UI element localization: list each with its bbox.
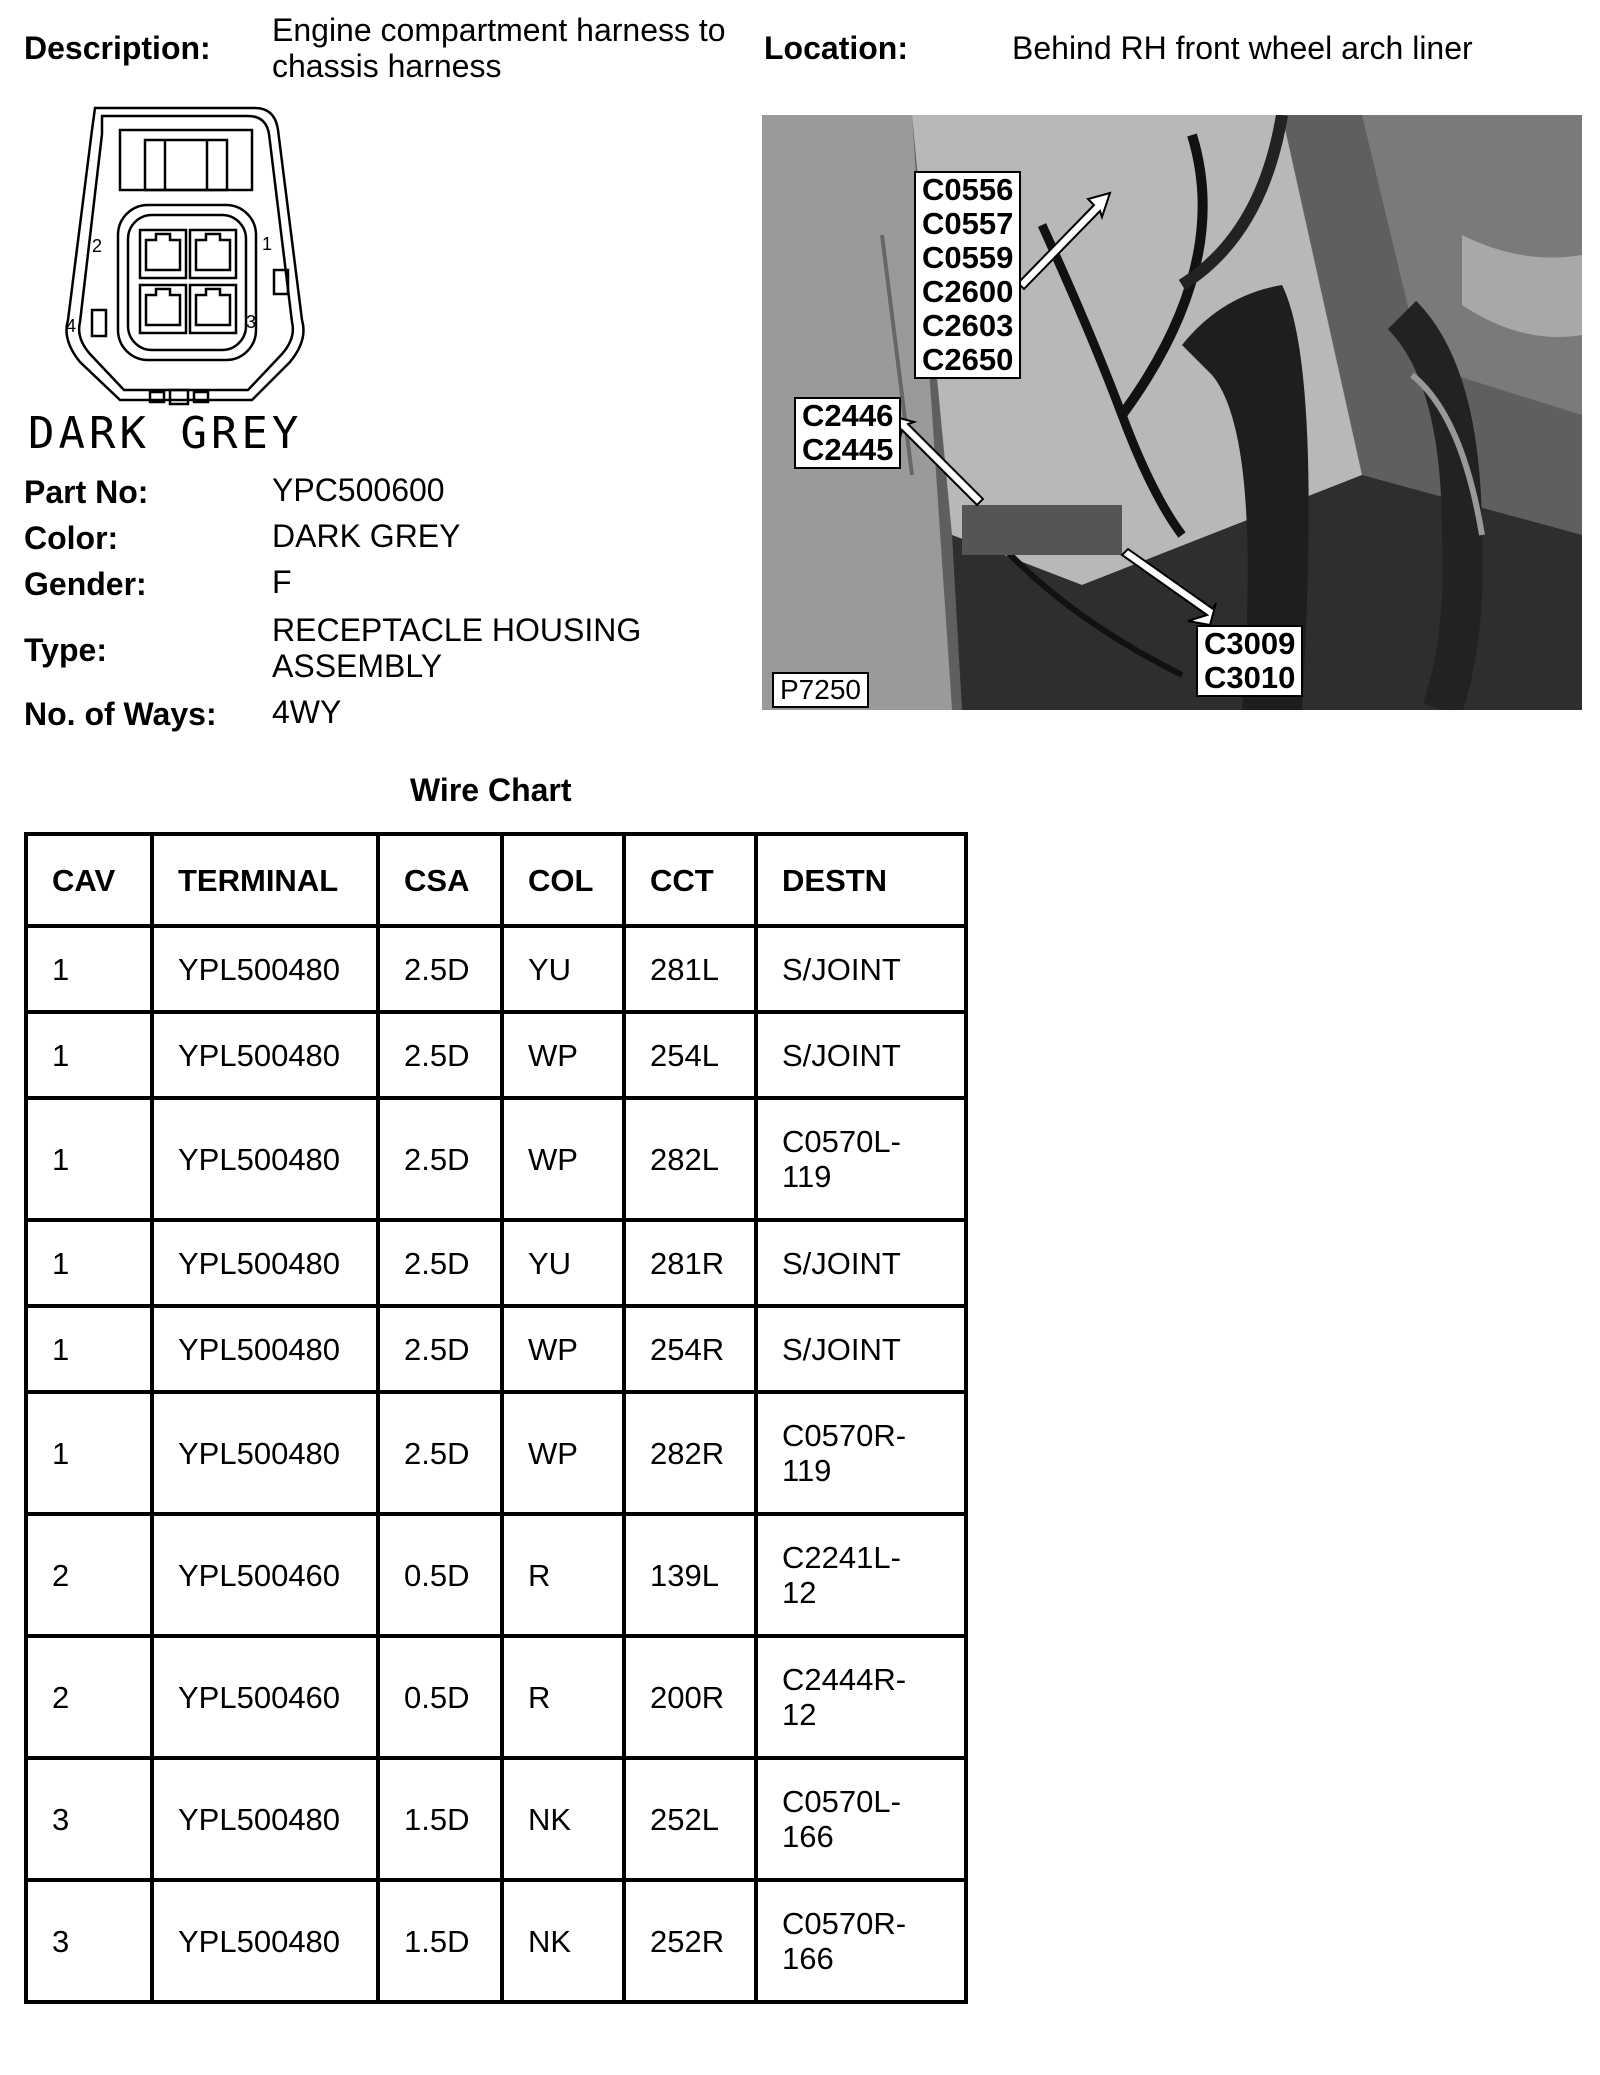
cell-destn bbox=[756, 1758, 966, 1880]
cell-destn bbox=[756, 1636, 966, 1758]
table-row bbox=[26, 1758, 966, 1880]
header-csa: CSA bbox=[378, 834, 502, 926]
cell-col: YU bbox=[502, 1220, 624, 1306]
cell-cav: 3 bbox=[26, 1880, 152, 2002]
destn-line-1: C0570R- bbox=[782, 1906, 907, 1941]
table-row bbox=[26, 1220, 966, 1306]
wire-chart-title: Wire Chart bbox=[410, 772, 572, 808]
cell-cct: 254L bbox=[624, 1012, 756, 1098]
cavity-number-4: 4 bbox=[66, 316, 77, 336]
cell-csa: 1.5D bbox=[378, 1758, 502, 1880]
cell-terminal: YPL500480 bbox=[152, 1220, 378, 1306]
wire-chart-body bbox=[26, 926, 966, 2002]
color-label: Color: bbox=[24, 520, 119, 556]
location-value: Behind RH front wheel arch liner bbox=[1012, 30, 1473, 66]
cell-destn bbox=[756, 1220, 966, 1306]
destn-line-1: S/JOINT bbox=[782, 1331, 901, 1367]
destn-line-1: C2241L- bbox=[782, 1540, 901, 1575]
cell-terminal: YPL500480 bbox=[152, 1306, 378, 1392]
destn-line-1: S/JOINT bbox=[782, 1037, 901, 1073]
callout-label: C0556 bbox=[922, 172, 1014, 207]
destn-line-2: 119 bbox=[782, 1159, 832, 1194]
header-destn: DESTN bbox=[756, 834, 966, 926]
cell-cct: 254R bbox=[624, 1306, 756, 1392]
header-terminal: TERMINAL bbox=[152, 834, 378, 926]
type-line-1: RECEPTACLE HOUSING bbox=[272, 612, 642, 648]
color-value: DARK GREY bbox=[272, 518, 461, 554]
connector-drawing bbox=[40, 100, 330, 420]
header-col: COL bbox=[502, 834, 624, 926]
cell-cct: 282R bbox=[624, 1392, 756, 1514]
cell-cct: 252L bbox=[624, 1758, 756, 1880]
location-label: Location: bbox=[764, 30, 908, 66]
table-row bbox=[26, 1306, 966, 1392]
callout-label: C2445 bbox=[802, 432, 894, 467]
cell-terminal: YPL500480 bbox=[152, 1880, 378, 2002]
description-line-1: Engine compartment harness to bbox=[272, 12, 726, 48]
cell-terminal: YPL500480 bbox=[152, 1098, 378, 1220]
cell-col: R bbox=[502, 1514, 624, 1636]
cell-destn bbox=[756, 1306, 966, 1392]
destn-line-1: C0570L- bbox=[782, 1124, 901, 1159]
cavity-number-2: 2 bbox=[92, 236, 103, 256]
cell-cav: 2 bbox=[26, 1514, 152, 1636]
callout-left bbox=[794, 397, 901, 469]
table-row bbox=[26, 1098, 966, 1220]
callout-label: C0559 bbox=[922, 240, 1014, 275]
cavity-number-1: 1 bbox=[262, 234, 273, 254]
destn-line-1: C2444R- bbox=[782, 1662, 907, 1697]
table-header-row bbox=[26, 834, 966, 926]
destn-line-1: C0570L- bbox=[782, 1784, 901, 1819]
cell-terminal: YPL500480 bbox=[152, 1392, 378, 1514]
cell-destn bbox=[756, 1392, 966, 1514]
destn-line-2: 166 bbox=[782, 1941, 834, 1976]
cell-csa: 2.5D bbox=[378, 1392, 502, 1514]
cell-destn bbox=[756, 1880, 966, 2002]
description-label: Description: bbox=[24, 30, 211, 66]
description-line-2: chassis harness bbox=[272, 48, 502, 84]
callout-label: C2603 bbox=[922, 308, 1014, 343]
table-row bbox=[26, 1514, 966, 1636]
cell-cct: 252R bbox=[624, 1880, 756, 2002]
callout-bottom bbox=[1196, 625, 1303, 697]
header-cav: CAV bbox=[26, 834, 152, 926]
cavity-number-3: 3 bbox=[246, 312, 257, 332]
cell-cct: 200R bbox=[624, 1636, 756, 1758]
cell-csa: 2.5D bbox=[378, 1012, 502, 1098]
destn-line-2: 12 bbox=[782, 1575, 817, 1610]
location-photo bbox=[762, 115, 1582, 710]
table-row bbox=[26, 1392, 966, 1514]
ways-label: No. of Ways: bbox=[24, 696, 217, 732]
wire-chart-table bbox=[24, 832, 968, 2004]
table-row bbox=[26, 1880, 966, 2002]
cell-destn bbox=[756, 1514, 966, 1636]
cell-terminal: YPL500480 bbox=[152, 1758, 378, 1880]
cell-destn bbox=[756, 1012, 966, 1098]
cell-csa: 2.5D bbox=[378, 1098, 502, 1220]
photo-id: P7250 bbox=[772, 672, 869, 708]
part-no-value: YPC500600 bbox=[272, 472, 445, 508]
cell-cav: 1 bbox=[26, 1306, 152, 1392]
cell-col: WP bbox=[502, 1098, 624, 1220]
destn-line-1: C0570R- bbox=[782, 1418, 907, 1453]
gender-value: F bbox=[272, 564, 292, 600]
callout-label: C3009 bbox=[1204, 626, 1296, 661]
destn-line-2: 166 bbox=[782, 1819, 834, 1854]
cell-destn bbox=[756, 926, 966, 1012]
part-no-label: Part No: bbox=[24, 474, 149, 510]
cell-terminal: YPL500480 bbox=[152, 1012, 378, 1098]
destn-line-1: S/JOINT bbox=[782, 1245, 901, 1281]
cell-cct: 281L bbox=[624, 926, 756, 1012]
table-row bbox=[26, 1636, 966, 1758]
cell-col: WP bbox=[502, 1012, 624, 1098]
cell-cav: 1 bbox=[26, 1098, 152, 1220]
cell-destn bbox=[756, 1098, 966, 1220]
type-line-2: ASSEMBLY bbox=[272, 648, 443, 684]
cell-cct: 281R bbox=[624, 1220, 756, 1306]
cell-terminal: YPL500460 bbox=[152, 1514, 378, 1636]
type-value bbox=[272, 612, 641, 684]
callout-label: C0557 bbox=[922, 206, 1014, 241]
destn-line-2: 12 bbox=[782, 1697, 817, 1732]
cell-csa: 2.5D bbox=[378, 1220, 502, 1306]
table-row bbox=[26, 1012, 966, 1098]
callout-label: C3010 bbox=[1204, 660, 1296, 695]
cell-col: NK bbox=[502, 1758, 624, 1880]
connector-color-caption: DARK GREY bbox=[28, 408, 303, 459]
cell-cav: 2 bbox=[26, 1636, 152, 1758]
cell-col: NK bbox=[502, 1880, 624, 2002]
cell-cav: 1 bbox=[26, 926, 152, 1012]
destn-line-1: S/JOINT bbox=[782, 951, 901, 987]
callout-label: C2600 bbox=[922, 274, 1014, 309]
ways-value: 4WY bbox=[272, 694, 342, 730]
cell-col: WP bbox=[502, 1306, 624, 1392]
header-cct: CCT bbox=[624, 834, 756, 926]
destn-line-2: 119 bbox=[782, 1453, 832, 1488]
cell-terminal: YPL500480 bbox=[152, 926, 378, 1012]
cell-terminal: YPL500460 bbox=[152, 1636, 378, 1758]
table-row bbox=[26, 926, 966, 1012]
cell-cct: 282L bbox=[624, 1098, 756, 1220]
cell-cav: 3 bbox=[26, 1758, 152, 1880]
cell-csa: 2.5D bbox=[378, 926, 502, 1012]
callout-label: C2650 bbox=[922, 342, 1014, 377]
gender-label: Gender: bbox=[24, 566, 147, 602]
cell-col: R bbox=[502, 1636, 624, 1758]
cell-col: WP bbox=[502, 1392, 624, 1514]
callout-label: C2446 bbox=[802, 398, 894, 433]
callout-top bbox=[914, 171, 1021, 379]
cell-cct: 139L bbox=[624, 1514, 756, 1636]
cell-csa: 0.5D bbox=[378, 1636, 502, 1758]
description-value bbox=[272, 12, 726, 84]
cell-csa: 2.5D bbox=[378, 1306, 502, 1392]
cell-csa: 1.5D bbox=[378, 1880, 502, 2002]
type-label: Type: bbox=[24, 632, 107, 668]
cell-cav: 1 bbox=[26, 1012, 152, 1098]
cell-col: YU bbox=[502, 926, 624, 1012]
cell-cav: 1 bbox=[26, 1220, 152, 1306]
cell-cav: 1 bbox=[26, 1392, 152, 1514]
cell-csa: 0.5D bbox=[378, 1514, 502, 1636]
